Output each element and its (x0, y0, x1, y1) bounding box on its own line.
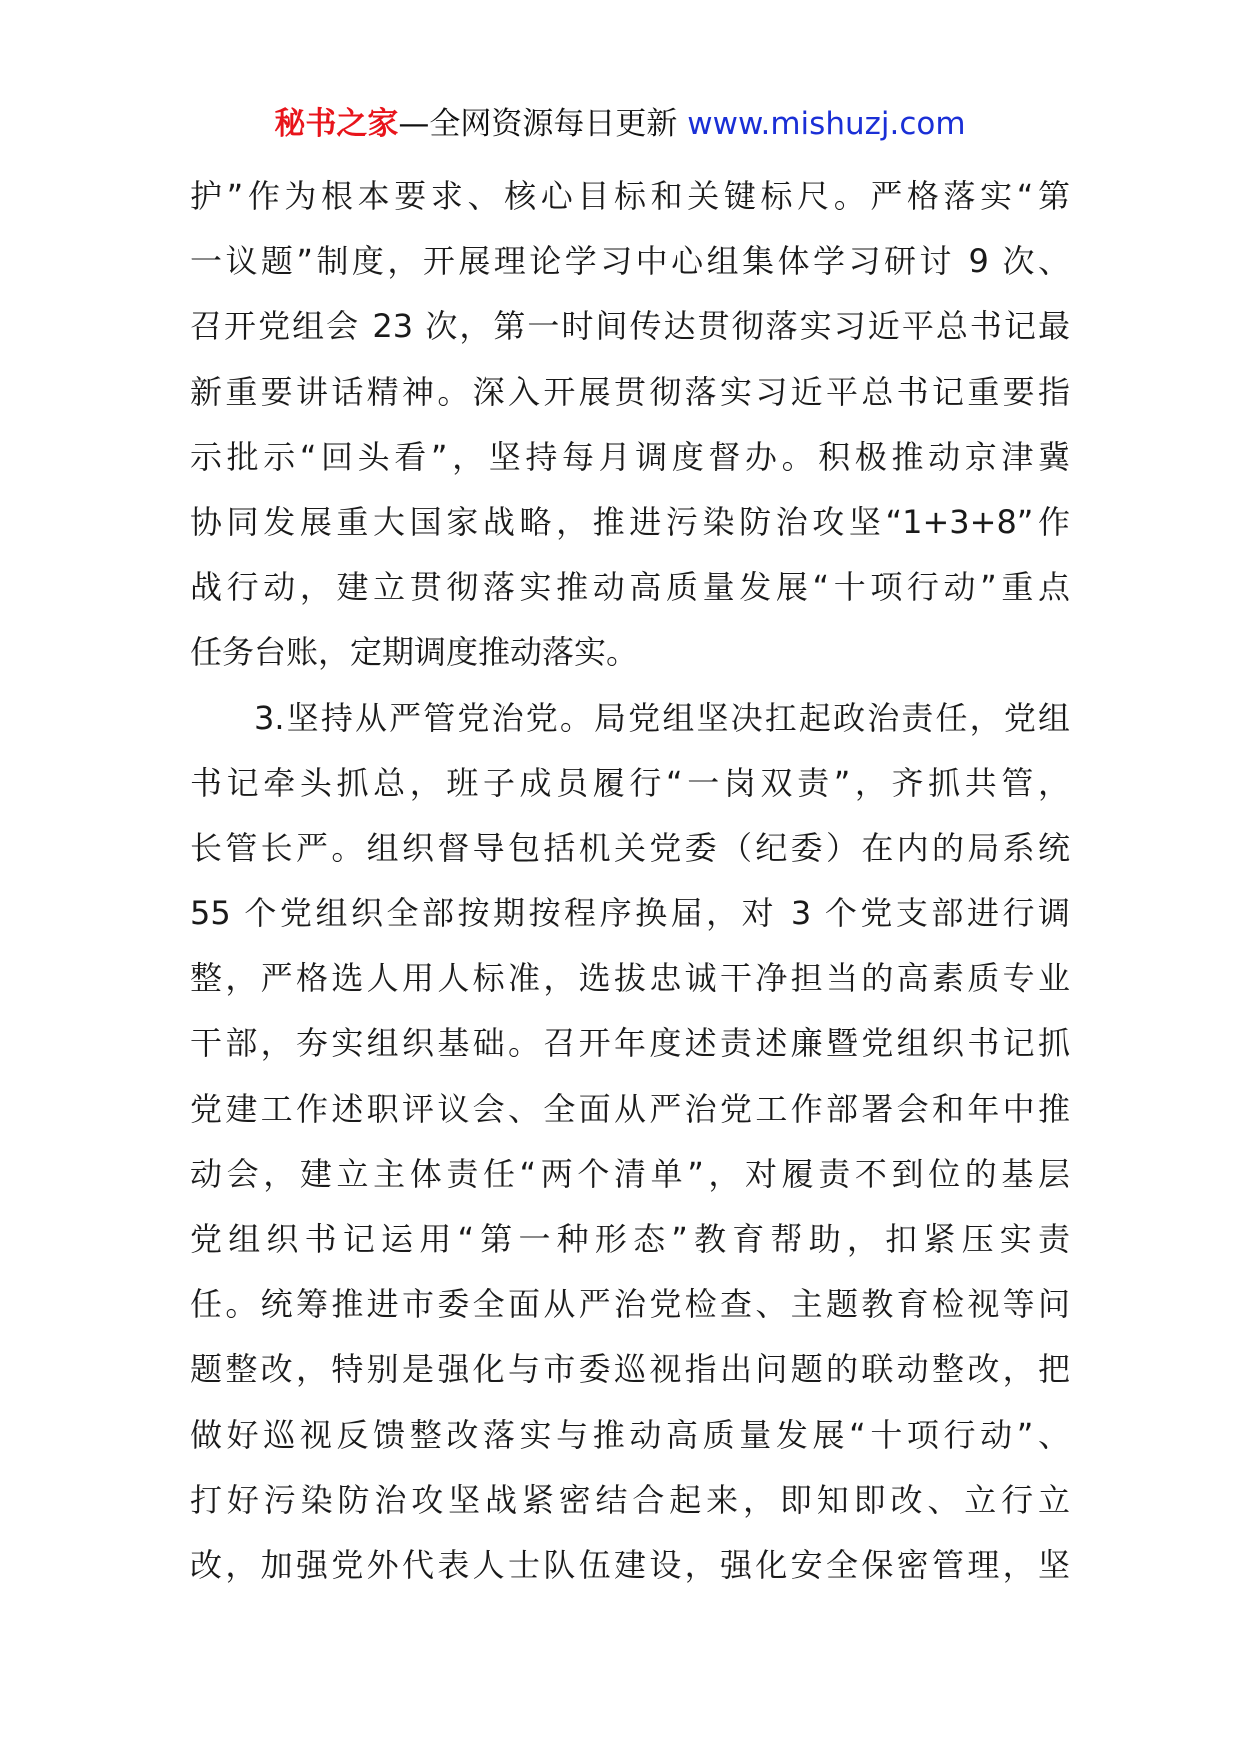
site-url-link[interactable]: www.mishuzj.com (687, 106, 966, 142)
text-line: 战行动，建立贯彻落实推动高质量发展“十项行动”重点 (190, 568, 1070, 607)
text-line: 整，严格选人用人标准，选拔忠诚干净担当的高素质专业 (190, 959, 1070, 998)
text-line: 做好巡视反馈整改落实与推动高质量发展“十项行动”、 (190, 1415, 1070, 1454)
text-line: 新重要讲话精神。深入开展贯彻落实习近平总书记重要指 (190, 372, 1070, 411)
text-line: 干部，夯实组织基础。召开年度述责述廉暨党组织书记抓 (190, 1024, 1070, 1063)
text-line: 协同发展重大国家战略，推进污染防治攻坚“1+3+8”作 (190, 502, 1070, 541)
section-heading-line: 3.坚持从严管党治党。局党组坚决扛起政治责任，党组 (254, 698, 1070, 737)
site-brand: 秘书之家 (274, 106, 399, 142)
text-line: 任务台账，定期调度推动落实。 (190, 633, 639, 672)
text-line: 书记牵头抓总，班子成员履行“一岗双责”，齐抓共管， (190, 763, 1070, 802)
text-line: 55 个党组织全部按期按程序换届，对 3 个党支部进行调 (190, 894, 1070, 933)
text-line: 打好污染防治攻坚战紧密结合起来，即知即改、立行立 (190, 1480, 1070, 1519)
text-line: 召开党组会 23 次，第一时间传达贯彻落实习近平总书记最 (190, 307, 1070, 346)
text-line: 题整改，特别是强化与市委巡视指出问题的联动整改，把 (190, 1350, 1070, 1389)
site-tagline: —全网资源每日更新 (398, 106, 688, 142)
text-line: 党建工作述职评议会、全面从严治党工作部署会和年中推 (190, 1089, 1070, 1128)
text-line: 长管长严。组织督导包括机关党委（纪委）在内的局系统 (190, 828, 1070, 867)
text-line: 党组织书记运用“第一种形态”教育帮助，扣紧压实责 (190, 1220, 1070, 1258)
site-header (0, 102, 1240, 146)
text-line: 一议题”制度，开展理论学习中心组集体学习研讨 9 次、 (190, 242, 1070, 281)
document-body (190, 164, 1070, 1598)
text-line: 改，加强党外代表人士队伍建设，强化安全保密管理，坚 (190, 1545, 1070, 1584)
text-line: 示批示“回头看”，坚持每月调度督办。积极推动京津冀 (190, 437, 1070, 476)
text-line: 动会，建立主体责任“两个清单”，对履责不到位的基层 (190, 1154, 1070, 1193)
text-line: 任。统筹推进市委全面从严治党检查、主题教育检视等问 (190, 1285, 1070, 1324)
text-line: 护”作为根本要求、核心目标和关键标尺。严格落实“第 (190, 177, 1070, 215)
